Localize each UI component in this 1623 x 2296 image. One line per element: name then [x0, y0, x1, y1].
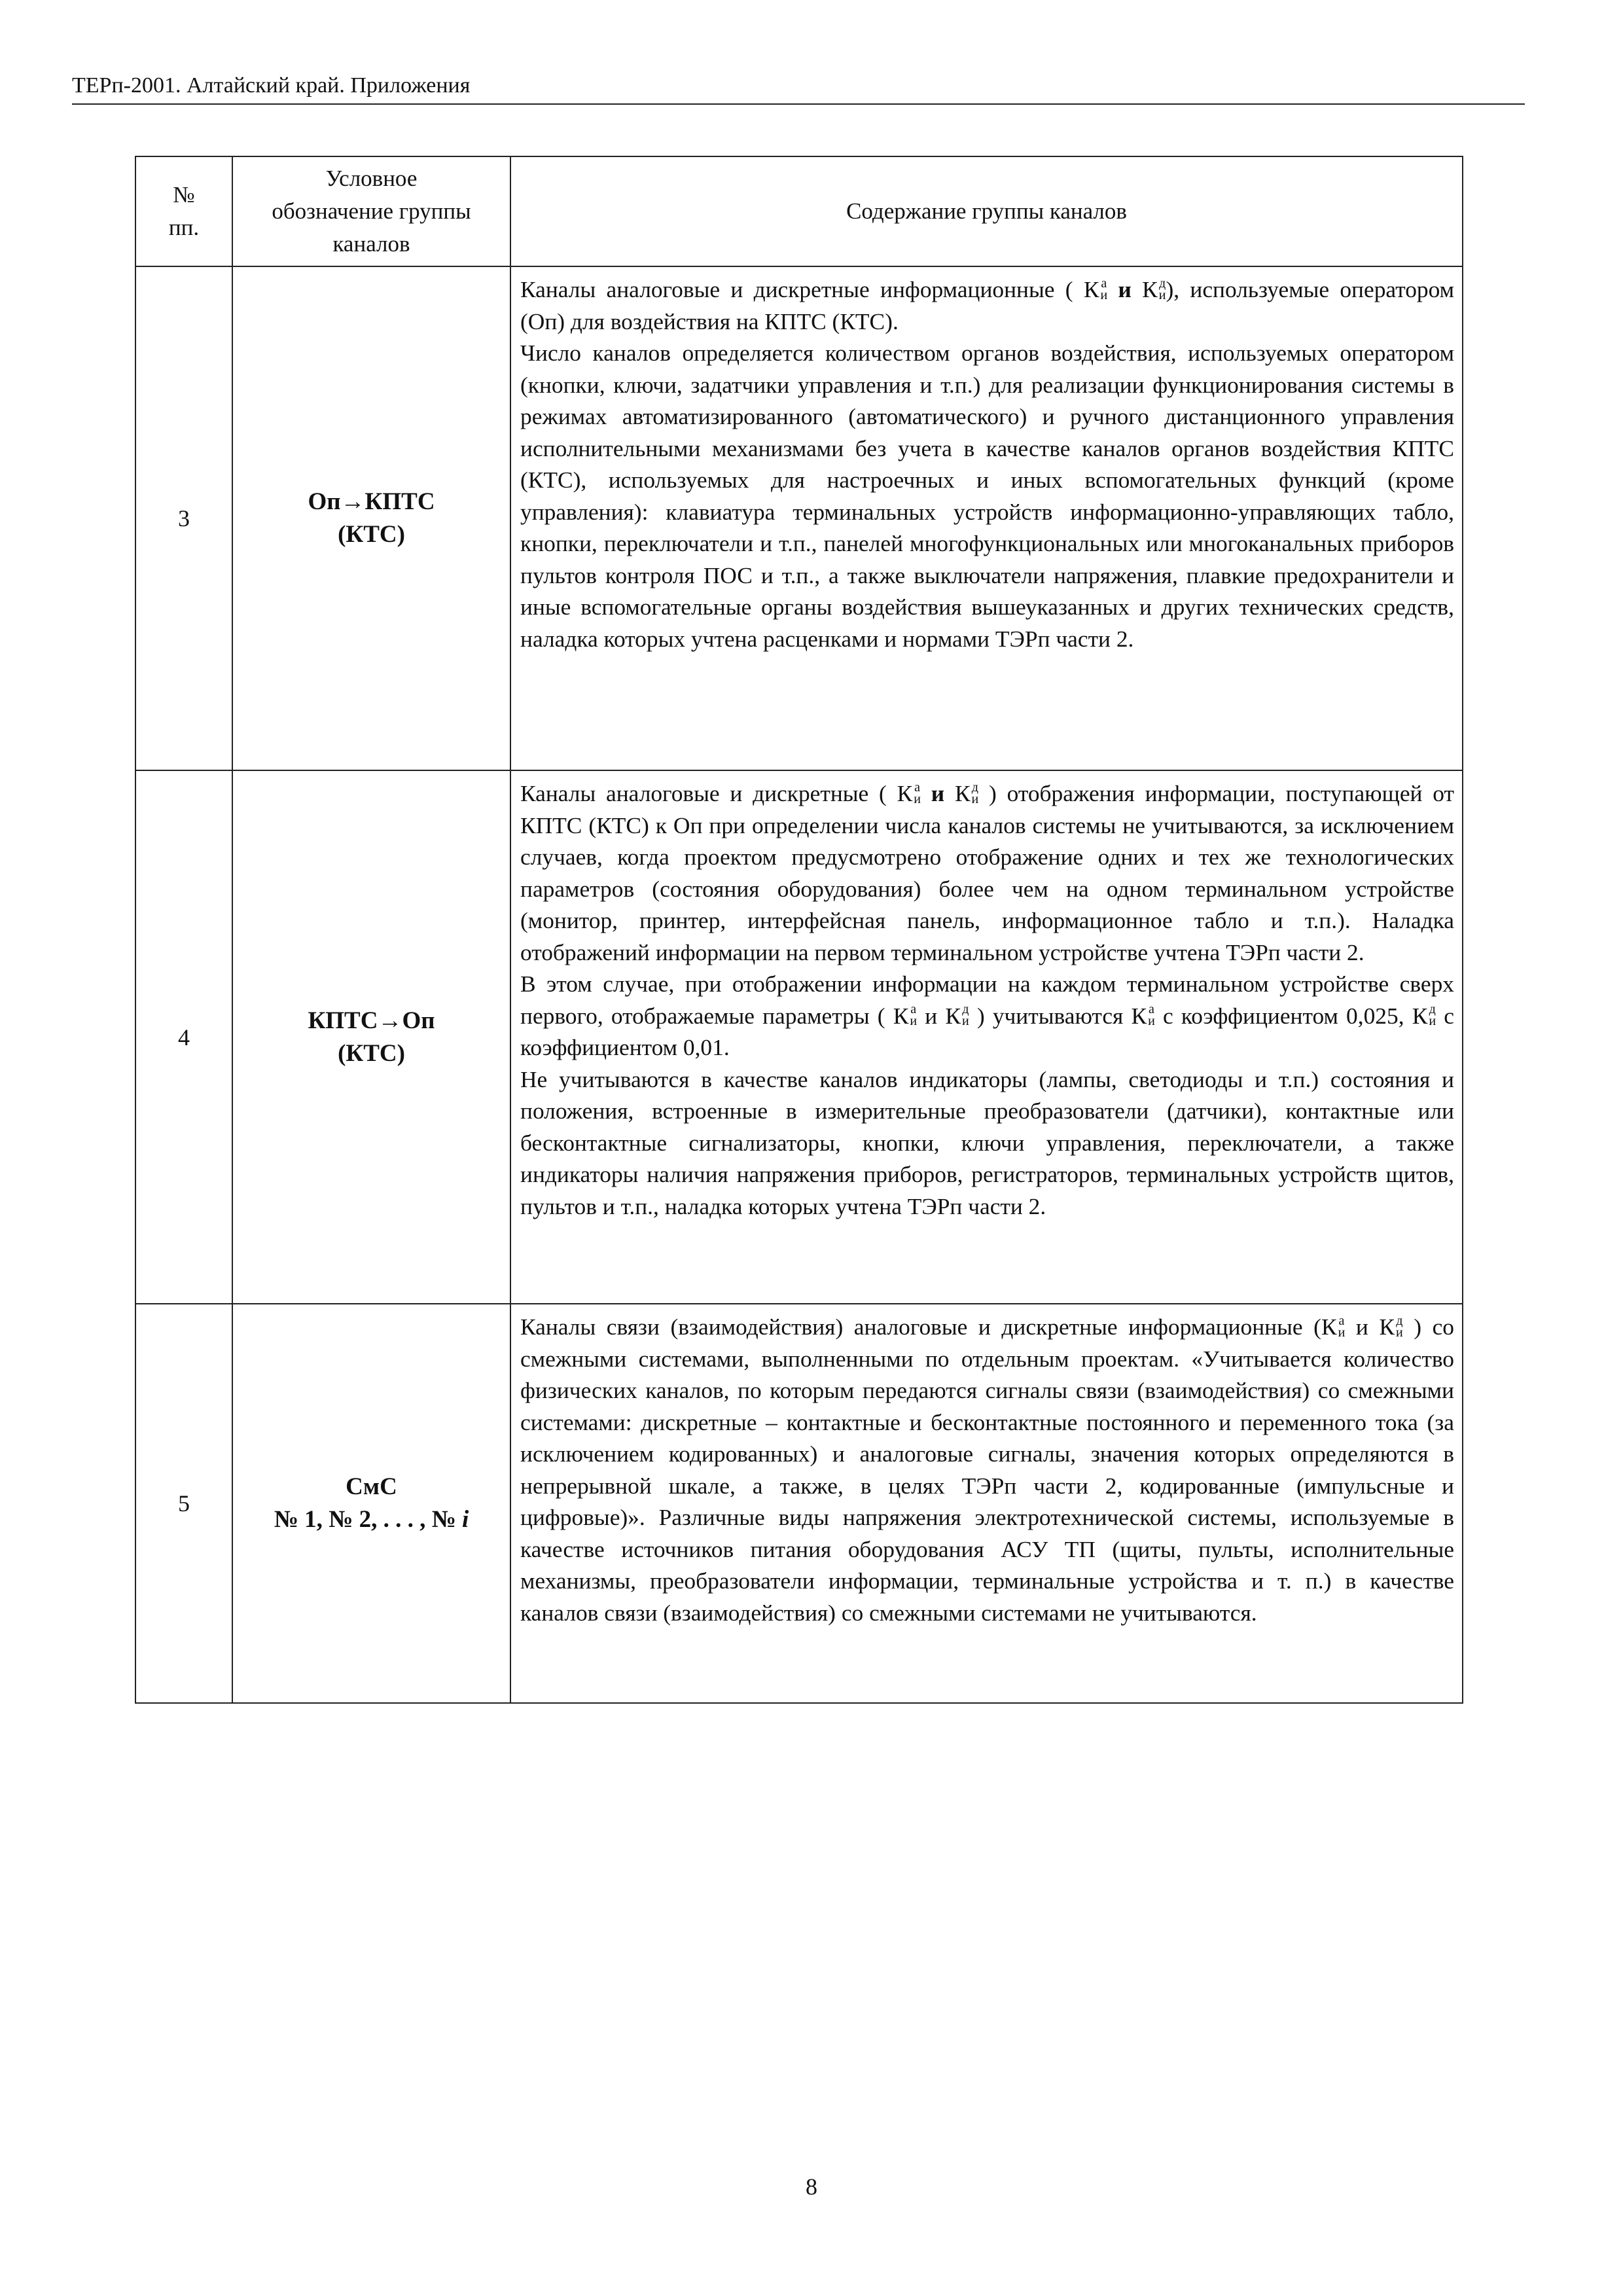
group-symbol-line2: (КТС) [338, 521, 405, 548]
k-analog-symbol: К а и [893, 1002, 918, 1029]
k-discrete-symbol: К д и [1379, 1313, 1403, 1340]
k-analog-symbol: К а и [1083, 276, 1108, 302]
text-span: ) учитываются [976, 1002, 1124, 1029]
group-symbol-line1: Оп→КПТС [308, 488, 435, 515]
col-header-content: Содержание группы каналов [510, 156, 1463, 266]
group-symbol [232, 266, 510, 770]
text-span: и [1118, 276, 1132, 302]
text-span: ) со смежными системами, выполненными по отдельным проектам. «Учитывается количество физических каналов, по которым передаются сигналы связи (взаимодействия) со смежными системами: дискретные – контактные и бесконтактные постоянного и переменного тока (за исключением кодированных) и аналоговые сигналы, значения которых определяются в непрерывной шкале, а также, в целях ТЭРп части 2, кодированные (импульсные и цифровые)». Различные виды напряжения электротехнической системы, используемые в качестве источников питания оборудования АСУ ТП (щиты, пульты, исполнительные механизмы, преобразователи информации, терминальные устройства и т. п.) в качестве каналов связи (взаимодействия) со смежными системами не учитываются. [520, 1314, 1454, 1626]
description-paragraph [520, 968, 1454, 1064]
description-paragraph [520, 1311, 1454, 1628]
row-number: 4 [135, 770, 232, 1304]
text-span: В этом случае, при отображении информации на каждом терминальном устройстве сверх первого, отображаемые параметры ( [520, 971, 1454, 1029]
table-header-row [135, 156, 1463, 266]
col-header-symbol: Условное обозначение группы каналов [232, 156, 510, 266]
group-symbol-line1: КПТС→Оп [308, 1007, 435, 1034]
group-symbol [232, 770, 510, 1304]
text-span: и [925, 1002, 938, 1029]
k-discrete-symbol: К д и [954, 780, 979, 806]
col-header-num: № пп. [135, 156, 232, 266]
description-paragraph: Не учитываются в качестве каналов индикаторы (лампы, светодиоды и т.п.) состояния и положения, встроенные в измерительные преобразователи (датчики), контактные или бесконтактные сигнализаторы, кнопки, ключи управления, переключатели, а также индикаторы наличия напряжения приборов, регистраторов, терминальных устройств щитов, пультов и т.п., наладка которых учтена ТЭРп части 2. [520, 1066, 1454, 1219]
group-symbol-line1: СмС [346, 1473, 397, 1500]
group-description [510, 770, 1463, 1304]
group-symbol-line2: (КТС) [338, 1039, 405, 1067]
text-span: Каналы аналоговые и дискретные ( [520, 780, 887, 806]
text-span: Каналы аналоговые и дискретные информационные ( [520, 276, 1073, 302]
page-number: 8 [806, 2174, 817, 2200]
k-discrete-symbol: К д и [1412, 1002, 1436, 1029]
description-paragraph [520, 274, 1454, 337]
table-row [135, 266, 1463, 770]
table-row [135, 1304, 1463, 1703]
text-span: и [1355, 1314, 1368, 1340]
group-symbol [232, 1304, 510, 1703]
text-span: ), используемые оператором (Оп) для воздействия на КПТС (КТС). [520, 276, 1454, 334]
text-span: с коэффициентом 0,025, [1162, 1002, 1404, 1029]
description-paragraph [520, 778, 1454, 968]
group-description [510, 266, 1463, 770]
text-span: с коэффициентом 0,01. [520, 1002, 1454, 1060]
row-number: 5 [135, 1304, 232, 1703]
k-analog-symbol: К а и [1321, 1313, 1346, 1340]
text-span: Каналы связи (взаимодействия) аналоговые и дискретные информационные ( [520, 1314, 1321, 1340]
group-symbol-line2: № 1, № 2, . . . , № i [274, 1506, 469, 1533]
k-analog-symbol: К а и [897, 780, 921, 806]
text-span: и [931, 780, 945, 806]
k-analog-symbol: К а и [1131, 1002, 1155, 1029]
k-discrete-symbol: К д и [1142, 276, 1166, 302]
description-paragraph: Число каналов определяется количеством органов воздействия, используемых оператором (кнопки, ключи, задатчики управления и т.п.) для реализации функционирования системы в режимах автоматизированного (автоматического) и ручного дистанционного управления исполнительными механизмами без учета в качестве каналов органов воздействия КПТС (КТС), используемых для настроечных и иных вспомогательных функций (кроме управления): клавиатура терминальных устройств информационно-управляющих табло, кнопки, переключатели и т.п., панелей многофункциональных или многоканальных приборов пультов контроля ПОС и т.п., а также выключатели напряжения, плавкие предохранители и иные вспомогательные органы воздействия вышеуказанных и других технических средств, наладка которых учтена расценками и нормами ТЭРп части 2. [520, 340, 1454, 652]
group-description [510, 1304, 1463, 1703]
channel-groups-table [135, 156, 1463, 1704]
table-row [135, 770, 1463, 1304]
running-header: ТЕРп-2001. Алтайский край. Приложения [72, 73, 1525, 105]
row-number: 3 [135, 266, 232, 770]
text-span: ) отображения информации, поступающей от КПТС (КТС) к Оп при определении числа каналов системы не учитываются, за исключением случаев, когда проектом предусмотрено отображение одних и тех же технологических параметров (состояния оборудования) более чем на одном терминальном устройстве (монитор, принтер, интерфейсная панель, информационное табло и т.п.). Наладка отображений информации на первом терминальном устройстве учтена ТЭРп части 2. [520, 780, 1454, 965]
k-discrete-symbol: К д и [945, 1002, 969, 1029]
